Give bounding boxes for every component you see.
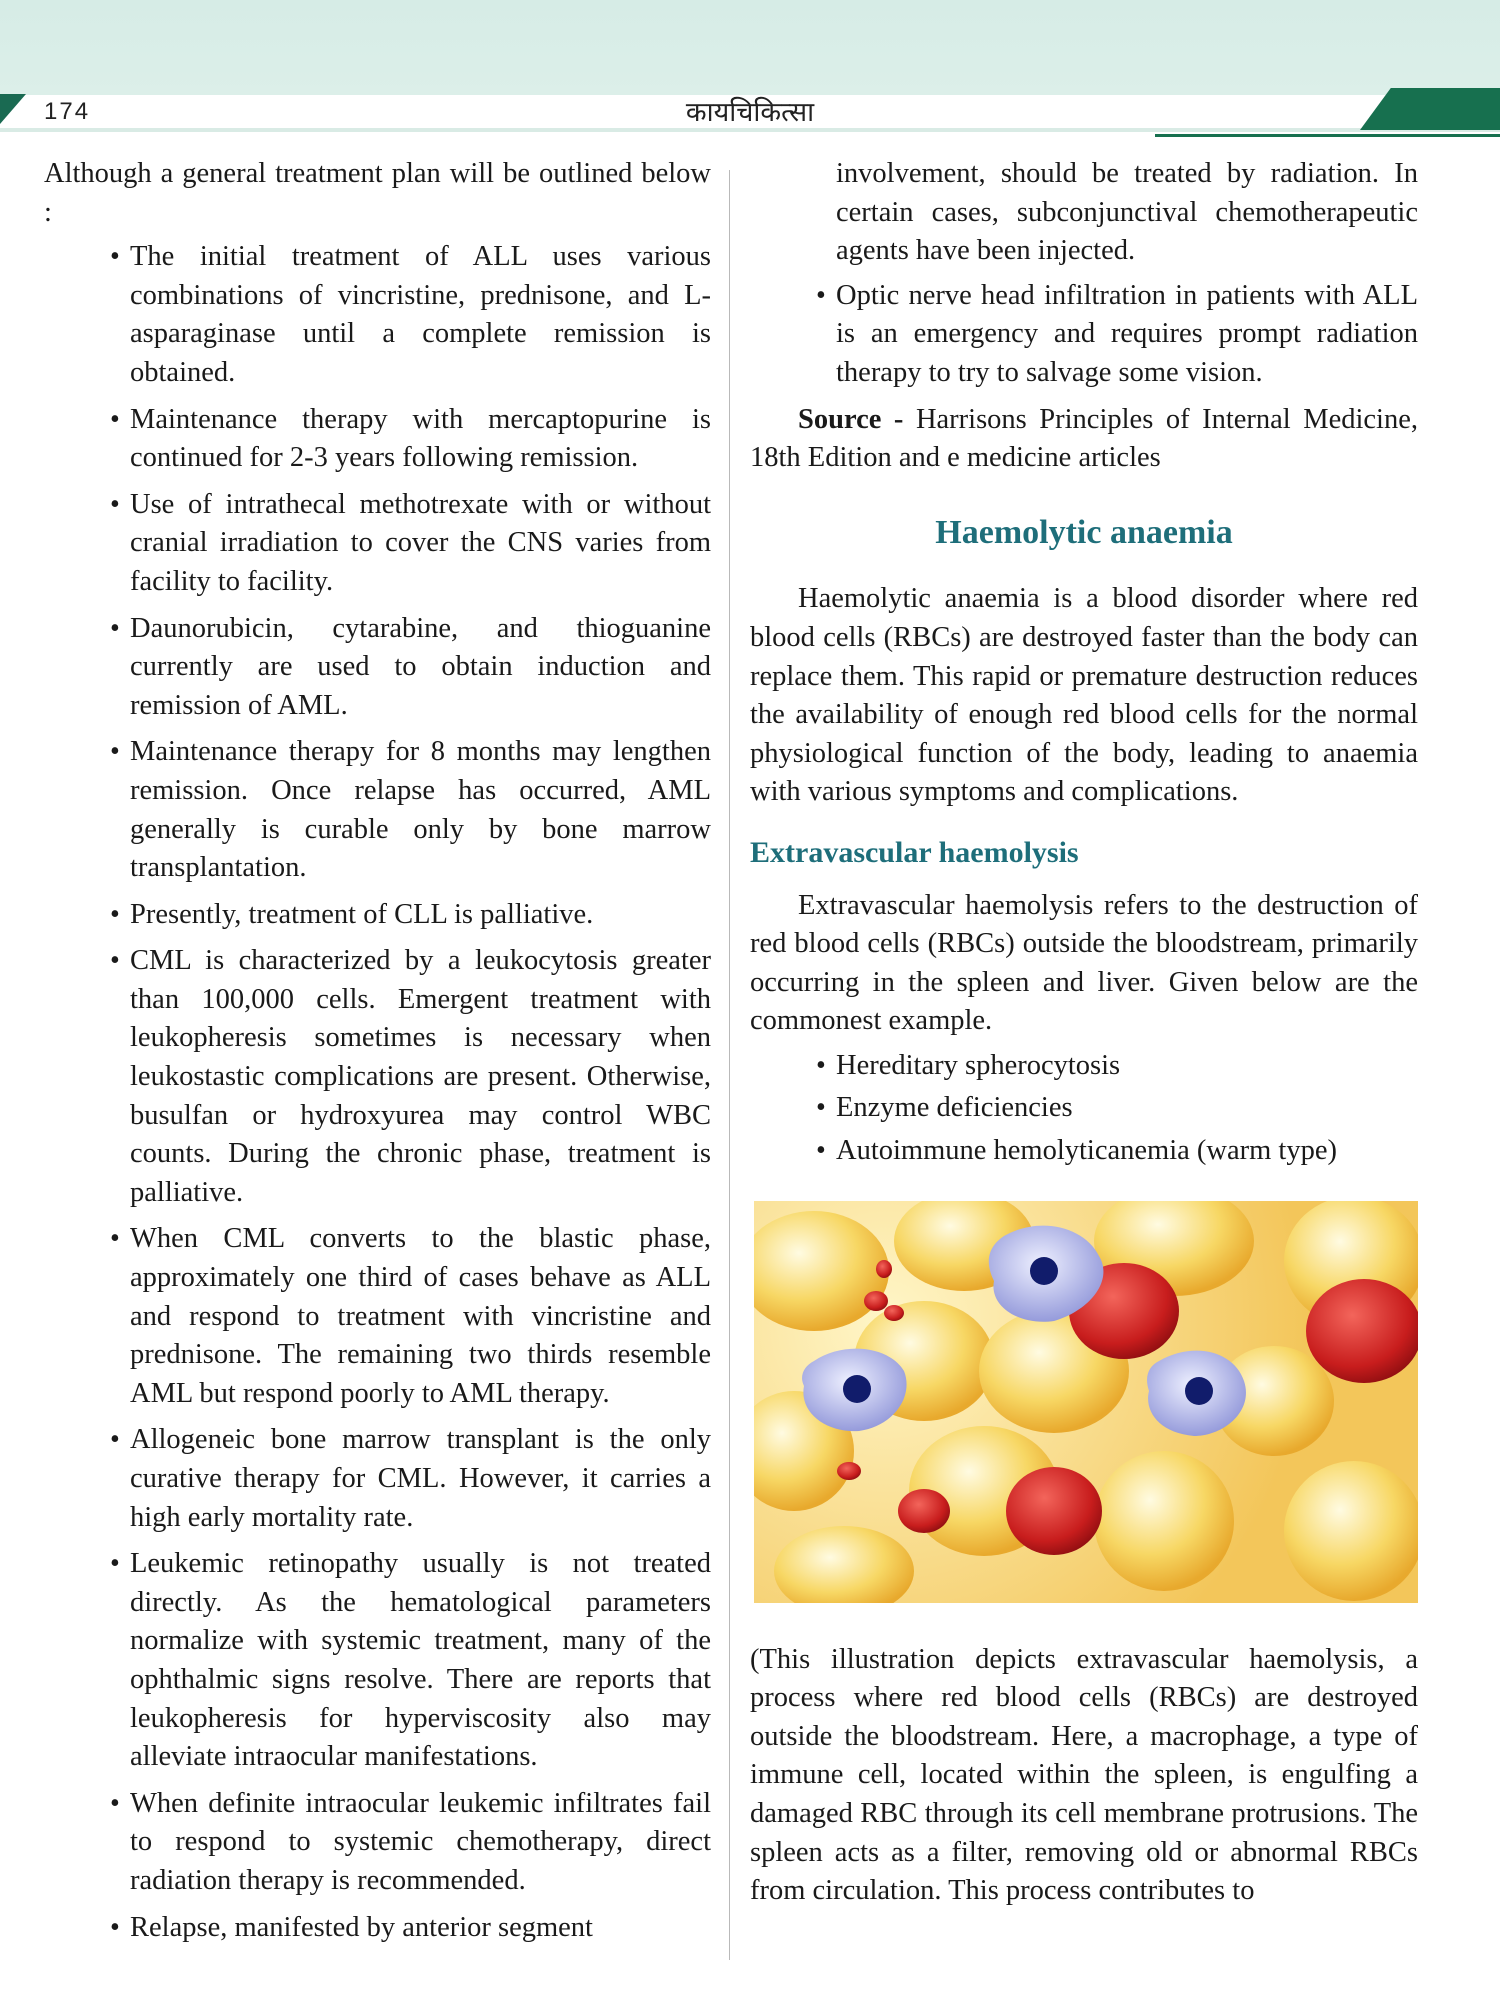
left-column — [44, 155, 711, 1955]
bullet-icon: • — [110, 736, 120, 768]
figure-caption: (This illustration depicts extravascular haemolysis, a process where red blood cells (RBCs) are destroyed outside the bloodstream. Here, a macrophage, a type of immune cell, located within the spleen, is engulfing a damaged RBC through its cell membrane protrusions. The spleen acts as a filter, removing old or abnormal RBCs from circulation. This process contributes to — [750, 1643, 1418, 1907]
optic-list — [750, 277, 1418, 393]
list-item: • The initial treatment of ALL uses various combinations of vincristine, prednisone, and L-asparaginase until a complete remission is obtained. — [44, 238, 711, 392]
header-band — [0, 0, 1500, 95]
page-number: 174 — [44, 98, 91, 125]
list-item: • Enzyme deficiencies — [750, 1089, 1418, 1128]
bullet-icon: • — [816, 1092, 826, 1124]
list-item: • Hereditary spherocytosis — [750, 1047, 1418, 1086]
list-item: • Optic nerve head infiltration in patients with ALL is an emergency and requires prompt radiation therapy to try to salvage some vision. — [750, 277, 1418, 393]
header-right-underline — [1155, 134, 1500, 137]
list-item: • Maintenance therapy for 8 months may lengthen remission. Once relapse has occurred, AML generally is curable only by bone marrow transplantation. — [44, 733, 711, 887]
haemolysis-illustration — [754, 1201, 1418, 1603]
list-item: • Relapse, manifested by anterior segment — [44, 1909, 711, 1948]
section-paragraph: Haemolytic anaemia is a blood disorder where red blood cells (RBCs) are destroyed faster than the body can replace them. This rapid or premature destruction reduces the availability of enough red blood cells for the normal physiological function of the body, leading to anaemia with various symptoms and complications. — [750, 583, 1418, 808]
bullet-icon: • — [110, 1911, 120, 1943]
header-rule — [0, 128, 1500, 132]
bullet-icon: • — [110, 1787, 120, 1819]
bullet-icon: • — [110, 403, 120, 435]
bullet-icon: • — [110, 1223, 120, 1255]
bullet-icon: • — [110, 898, 120, 930]
list-item: • Presently, treatment of CLL is palliative. — [44, 896, 711, 935]
bullet-icon: • — [110, 945, 120, 977]
bullet-icon: • — [816, 1049, 826, 1081]
list-item: • Leukemic retinopathy usually is not treated directly. As the hematological parameters normalize with systemic treatment, many of the ophthalmic signs resolve. There are reports that leukopheresis for hyperviscosity also may alleviate intraocular manifestations. — [44, 1545, 711, 1777]
source-text: Harrisons Principles of Internal Medicine, 18th Edition and e medicine articles — [750, 403, 1418, 474]
illustration-svg — [754, 1201, 1418, 1603]
treatment-list — [44, 238, 711, 1947]
examples-list — [750, 1047, 1418, 1171]
bullet-icon: • — [110, 1424, 120, 1456]
running-title: कायचिकित्सा — [685, 97, 815, 128]
list-item: • When definite intraocular leukemic infiltrates fail to respond to systemic chemotherapy, direct radiation therapy is recommended. — [44, 1785, 711, 1901]
intro-paragraph: Although a general treatment plan will be outlined below : — [44, 158, 711, 228]
list-item: • Use of intrathecal methotrexate with or without cranial irradiation to cover the CNS varies from facility to facility. — [44, 486, 711, 602]
list-item: • Maintenance therapy with mercaptopurine is continued for 2-3 years following remission. — [44, 401, 711, 478]
right-column — [750, 155, 1418, 1911]
list-item: • Daunorubicin, cytarabine, and thioguanine currently are used to obtain induction and remission of AML. — [44, 610, 711, 726]
subheading: Extravascular haemolysis — [750, 835, 1079, 869]
bullet-icon: • — [110, 612, 120, 644]
list-item: • CML is characterized by a leukocytosis greater than 100,000 cells. Emergent treatment with leukopheresis sometimes is necessary when leukostastic complications are present. Otherwise, busulfan or hydroxyurea may control WBC counts. During the chronic phase, treatment is palliative. — [44, 942, 711, 1212]
bullet-icon: • — [110, 488, 120, 520]
bullet-icon: • — [110, 241, 120, 273]
list-item: • Autoimmune hemolyticanemia (warm type) — [750, 1132, 1418, 1171]
source-label: Source - — [798, 403, 904, 435]
bullet-icon: • — [110, 1548, 120, 1580]
source-citation — [750, 401, 1418, 478]
continued-text: involvement, should be treated by radiation. In certain cases, subconjunctival chemotherapeutic agents have been injected. — [836, 158, 1418, 267]
section-heading: Haemolytic anaemia — [935, 513, 1233, 551]
list-item: • When CML converts to the blastic phase, approximately one third of cases behave as ALL and respond to treatment with vincristine and prednisone. The remaining two thirds resemble AML but respond poorly to AML therapy. — [44, 1220, 711, 1413]
list-item: • Allogeneic bone marrow transplant is the only curative therapy for CML. However, it carries a high early mortality rate. — [44, 1421, 711, 1537]
sub-paragraph: Extravascular haemolysis refers to the destruction of red blood cells (RBCs) outside the bloodstream, primarily occurring in the spleen and liver. Given below are the commonest example. — [750, 889, 1418, 1037]
column-divider — [729, 170, 730, 1960]
bullet-icon: • — [816, 1135, 826, 1167]
bullet-icon: • — [816, 279, 826, 311]
header-left-tab — [0, 94, 26, 124]
